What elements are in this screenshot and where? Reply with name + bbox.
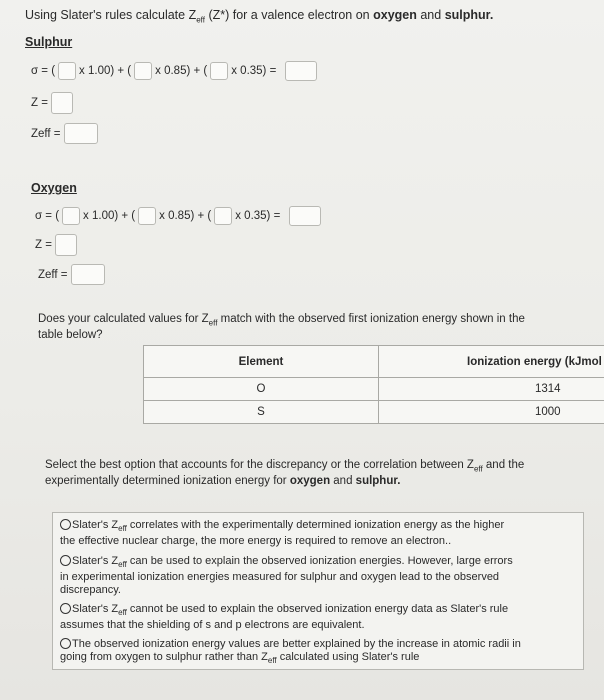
ionization-table: [143, 345, 604, 424]
select-sub: eff: [473, 464, 483, 474]
option-3-c: assumes that the shielding of s and p electrons are equivalent.: [60, 619, 365, 632]
table-row: [144, 401, 604, 424]
option-4-sub: eff: [267, 656, 277, 666]
oxygen-same-shell-count-input[interactable]: [214, 207, 232, 225]
question-prefix: Using Slater's rules calculate Z: [25, 8, 197, 22]
option-3-sub: eff: [118, 608, 127, 618]
select-and: and: [330, 475, 356, 488]
option-2-radio[interactable]: [60, 555, 71, 566]
question-sub: eff: [196, 15, 205, 25]
sulphur-term-1: x 1.00) + (: [79, 65, 132, 77]
option-3-a: Slater's Z: [72, 603, 119, 615]
option-1-radio[interactable]: [60, 519, 71, 530]
table-header-ionization: Ionization energy (kJmol: [379, 346, 604, 378]
option-1-b: correlates with the experimentally determined ionization energy as the higher: [126, 519, 505, 531]
table-cell-energy: 1314: [379, 378, 604, 401]
oxygen-zeff-row: [38, 264, 105, 285]
sulphur-term-3: x 0.35) =: [231, 65, 277, 77]
oxygen-title: Oxygen: [31, 181, 77, 195]
sulphur-n1-count-input[interactable]: [134, 62, 152, 80]
sulphur-title: Sulphur: [25, 35, 73, 49]
sulphur-term-2: x 0.85) + (: [155, 65, 208, 77]
oxygen-zeff-input[interactable]: [71, 264, 105, 285]
option-1-sub: eff: [118, 524, 127, 534]
select-line1b: and the: [482, 459, 525, 471]
select-oxygen: oxygen: [289, 475, 331, 488]
option-2-a: Slater's Z: [72, 555, 119, 567]
option-2[interactable]: [60, 555, 570, 597]
oxygen-sigma-row: [35, 206, 321, 226]
compare-line1b: match with the observed first ionization energy shown in the: [217, 313, 525, 325]
option-4-b: going from oxygen to sulphur rather than Z: [60, 651, 268, 663]
option-1-a: Slater's Z: [72, 519, 119, 531]
question-mid: (Z*) for a valence electron on: [204, 8, 374, 22]
sulphur-same-shell-count-input[interactable]: [210, 62, 228, 80]
option-1[interactable]: [60, 519, 570, 548]
option-1-c: the effective nuclear charge, the more energy is required to remove an electron..: [60, 535, 452, 548]
sulphur-1s-count-input[interactable]: [58, 62, 76, 80]
option-2-d: discrepancy.: [60, 584, 121, 597]
oxygen-term-1: x 1.00) + (: [83, 210, 136, 222]
option-3-radio[interactable]: [60, 603, 71, 614]
sulphur-z-input[interactable]: [51, 92, 73, 114]
sulphur-sigma-row: [31, 61, 317, 81]
oxygen-sigma-label: σ = (: [35, 210, 60, 222]
compare-question: [38, 313, 525, 341]
option-2-b: can be used to explain the observed ionization energies. However, large errors: [126, 555, 513, 567]
table-cell-energy: 1000: [379, 401, 604, 424]
oxygen-sigma-result-input[interactable]: [289, 206, 321, 226]
table-cell-element: S: [144, 401, 379, 424]
option-4-a: The observed ionization energy values are better explained by the increase in atomic radii in: [72, 638, 521, 650]
select-sulphur: sulphur.: [355, 475, 401, 488]
question-oxygen: oxygen: [373, 8, 417, 22]
table-row: [144, 378, 604, 401]
sulphur-z-label: Z =: [31, 97, 48, 109]
compare-line2: table below?: [38, 329, 103, 342]
select-line2a: experimentally determined ionization energy for: [45, 475, 290, 488]
oxygen-1s-count-input[interactable]: [62, 207, 80, 225]
compare-sub: eff: [208, 318, 218, 328]
option-4-c: calculated using Slater's rule: [276, 651, 420, 663]
option-3[interactable]: [60, 603, 570, 632]
oxygen-term-2: x 0.85) + (: [159, 210, 212, 222]
option-2-sub: eff: [118, 560, 127, 570]
sulphur-zeff-input[interactable]: [64, 123, 98, 144]
option-2-c: in experimental ionization energies measured for sulphur and oxygen lead to the observed: [60, 571, 500, 584]
sulphur-zeff-label: Zeff =: [31, 127, 61, 140]
oxygen-n1-count-input[interactable]: [138, 207, 156, 225]
oxygen-z-label: Z =: [35, 239, 52, 251]
question-and: and: [416, 8, 445, 22]
select-prompt: [45, 459, 524, 487]
question-sulphur: sulphur.: [444, 8, 494, 22]
option-4[interactable]: [60, 638, 570, 667]
table-cell-element: O: [144, 378, 379, 401]
sulphur-z-row: [31, 92, 73, 114]
question-text: [25, 8, 493, 25]
oxygen-z-row: [35, 234, 77, 256]
sulphur-sigma-result-input[interactable]: [285, 61, 317, 81]
option-3-b: cannot be used to explain the observed ionization energy data as Slater's rule: [126, 603, 509, 615]
sulphur-sigma-label: σ = (: [31, 65, 56, 77]
oxygen-z-input[interactable]: [55, 234, 77, 256]
option-4-radio[interactable]: [60, 638, 71, 649]
sulphur-zeff-row: [31, 123, 98, 144]
table-header-row: [144, 346, 604, 378]
oxygen-zeff-label: Zeff =: [38, 268, 68, 281]
oxygen-term-3: x 0.35) =: [235, 210, 281, 222]
table-header-element: Element: [144, 346, 379, 378]
compare-line1a: Does your calculated values for Z: [38, 313, 209, 325]
select-line1a: Select the best option that accounts for the discrepancy or the correlation between Z: [45, 459, 474, 471]
